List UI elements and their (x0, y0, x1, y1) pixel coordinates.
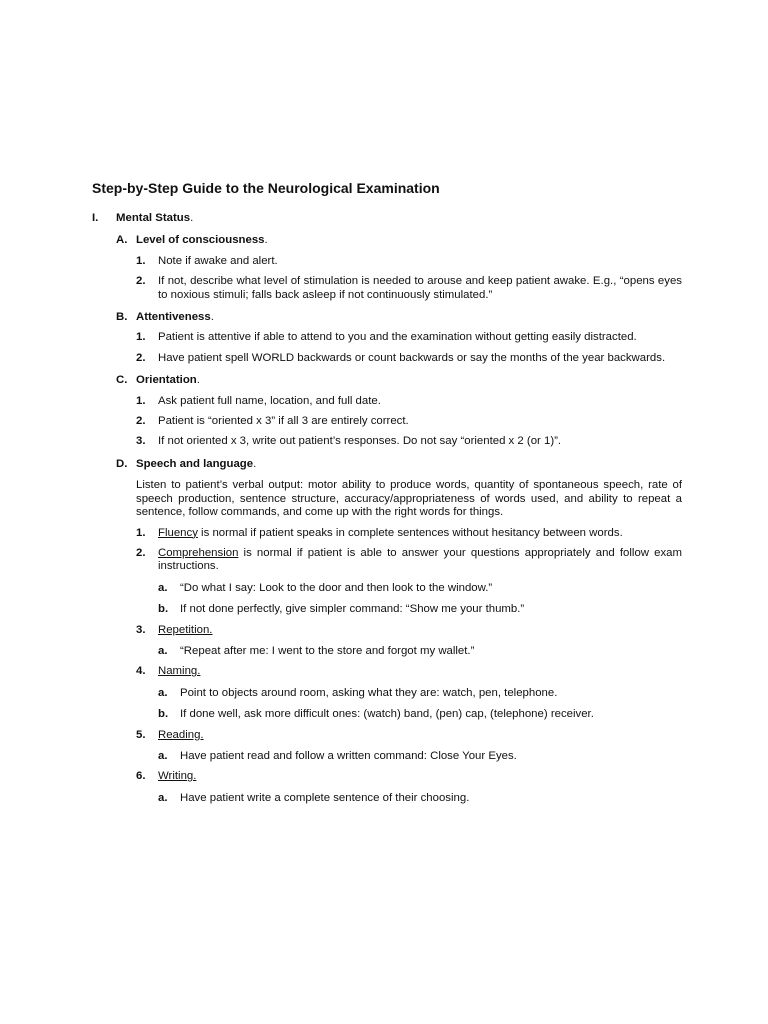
sub-list-item (158, 708, 682, 721)
subsection-label-text: Attentiveness (136, 311, 211, 324)
subsection-heading-attentiveness (116, 311, 682, 324)
list-item-reading (136, 729, 682, 742)
section-heading-mental-status (92, 212, 682, 225)
list-item (136, 331, 682, 344)
list-item-repetition (136, 624, 682, 637)
list-item (136, 255, 682, 268)
item-text (158, 547, 682, 574)
item-number: 1. (136, 394, 146, 407)
list-item-fluency (136, 527, 682, 540)
item-description: is normal if patient is able to answer your questions appropriately and follow exam instructions. (158, 546, 682, 573)
subsection-label-text: Level of consciousness (136, 234, 265, 247)
subsection-number: B. (116, 311, 128, 324)
item-text: If not oriented x 3, write out patient’s responses. Do not say “oriented x 2 (or 1)”. (158, 435, 562, 448)
item-term: Comprehension (158, 546, 239, 559)
item-text: Patient is attentive if able to attend to you and the examination without getting easily distracted. (158, 331, 637, 344)
subitem-letter: a. (158, 791, 168, 804)
item-term: Fluency (158, 526, 198, 539)
subsection-label-period: . (210, 311, 214, 324)
item-text (158, 729, 682, 742)
subitem-letter: a. (158, 581, 168, 594)
list-item-comprehension (136, 547, 682, 574)
item-text: Ask patient full name, location, and full date. (158, 394, 381, 407)
item-term: Naming. (158, 665, 201, 678)
item-number: 1. (136, 331, 146, 344)
subsection-label (136, 234, 268, 247)
list-item (136, 435, 682, 448)
subitem-text: “Do what I say: Look to the door and then look to the window.” (180, 581, 493, 594)
sub-list-item (158, 645, 682, 658)
list-item (136, 395, 682, 408)
item-number: 5. (136, 728, 146, 741)
item-number: 1. (136, 526, 146, 539)
item-description: is normal if patient speaks in complete sentences without hesitancy between words. (197, 526, 623, 539)
subsection-number: D. (116, 457, 128, 470)
item-term: Repetition. (158, 623, 213, 636)
subsection-number: A. (116, 234, 128, 247)
item-number: 3. (136, 435, 146, 448)
item-number: 2. (136, 275, 146, 288)
subitem-letter: a. (158, 749, 168, 762)
attentiveness-items (136, 331, 682, 365)
subsection-label-text: Speech and language (136, 457, 254, 470)
sub-list-item (158, 687, 682, 700)
subitem-text: Have patient write a complete sentence of their choosing. (180, 791, 470, 804)
subsection-label (136, 311, 214, 324)
speech-items (136, 527, 682, 806)
consciousness-items (136, 255, 682, 302)
item-number: 2. (136, 415, 146, 428)
subsection-label-text: Orientation (136, 374, 197, 387)
section-number: I. (92, 212, 99, 224)
subitem-letter: b. (158, 708, 169, 721)
list-item-naming (136, 665, 682, 678)
item-term: Reading. (158, 728, 204, 741)
subitem-letter: b. (158, 603, 169, 616)
subsection-label (136, 374, 200, 387)
section-label-text: Mental Status (116, 212, 191, 224)
section-label-period: . (190, 212, 194, 224)
orientation-items (136, 395, 682, 449)
subsection-label-period: . (196, 374, 200, 387)
item-text (158, 770, 682, 783)
item-text: Patient is “oriented x 3” if all 3 are entirely correct. (158, 415, 409, 428)
comprehension-subitems (158, 582, 682, 617)
naming-subitems (158, 687, 682, 722)
subitem-letter: a. (158, 686, 168, 699)
item-number: 1. (136, 254, 146, 267)
list-item (136, 415, 682, 428)
speech-intro-paragraph: Listen to patient’s verbal output: motor ability to produce words, quantity of spontaneous speech, rate of speech production, sentence structure, accuracy/appropriateness of words used, and ability to repeat a sentence, follow commands, and come up with the right words for things. (136, 479, 682, 519)
subsection-number: C. (116, 374, 128, 387)
item-text (158, 665, 682, 678)
item-number: 3. (136, 623, 146, 636)
section-label (116, 212, 193, 225)
repetition-subitems (158, 645, 682, 658)
subitem-text: Point to objects around room, asking what they are: watch, pen, telephone. (180, 686, 558, 699)
subitem-letter: a. (158, 644, 168, 657)
sub-list-item (158, 792, 682, 805)
item-text (158, 527, 682, 540)
sub-list-item (158, 582, 682, 595)
subsection-heading-speech-language (116, 458, 682, 471)
list-item-writing (136, 770, 682, 783)
subsection-label-period: . (253, 457, 257, 470)
subitem-text: Have patient read and follow a written command: Close Your Eyes. (180, 749, 517, 762)
item-number: 2. (136, 351, 146, 364)
item-number: 6. (136, 770, 146, 783)
list-item (136, 275, 682, 302)
reading-subitems (158, 750, 682, 763)
writing-subitems (158, 792, 682, 805)
item-text: Have patient spell WORLD backwards or count backwards or say the months of the year backwards. (158, 351, 666, 364)
item-text: Note if awake and alert. (158, 254, 278, 267)
list-item (136, 352, 682, 365)
subsection-heading-consciousness (116, 234, 682, 247)
subitem-text: If done well, ask more difficult ones: (watch) band, (pen) cap, (telephone) receiver. (180, 708, 594, 721)
item-number: 4. (136, 665, 146, 678)
document-body (92, 212, 682, 805)
item-text: If not, describe what level of stimulation is needed to arouse and keep patient awake. E.g., “opens eyes to noxious stimuli; falls back asleep if not continuously stimulated.” (158, 275, 682, 301)
item-term: Writing. (158, 770, 197, 783)
subitem-text: If not done perfectly, give simpler command: “Show me your thumb.” (180, 603, 525, 616)
subsections (116, 234, 682, 805)
item-text (158, 624, 682, 637)
sub-list-item (158, 603, 682, 616)
subitem-text: “Repeat after me: I went to the store and forgot my wallet.” (180, 644, 475, 657)
document-title: Step-by-Step Guide to the Neurological Examination (92, 180, 440, 196)
item-number: 2. (136, 546, 146, 559)
subsection-label (136, 458, 256, 471)
subsection-heading-orientation (116, 374, 682, 387)
sub-list-item (158, 750, 682, 763)
subsection-label-period: . (264, 234, 268, 247)
